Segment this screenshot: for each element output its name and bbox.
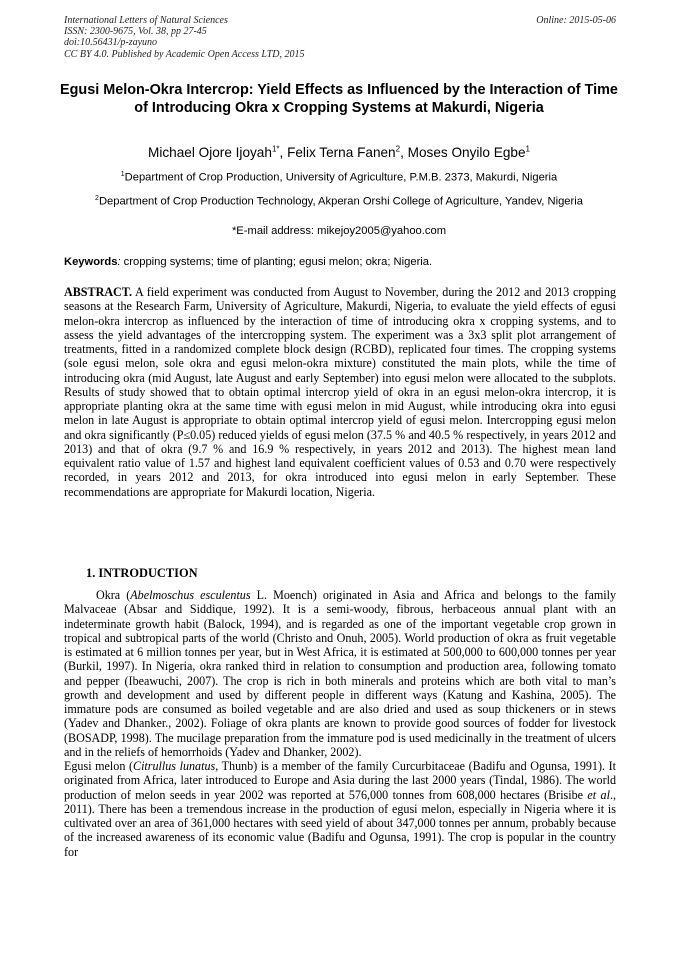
author: Felix Terna Fanen$^2$, bbox=[287, 144, 408, 160]
paragraph-egusi-melon: Egusi melon (Citrullus lunatus, Thunb) is a member of the family Curcurbitaceae (Badifu and Ogunsa, 1991). It originated from Africa, later introduced to Europe and Asia during the last 2000 years (Tindal, 1986). The world production of melon seeds in year 2002 was reported at 576,000 tonnes from 608,000 hectares (Brisibe et al., 2011). There has been a tremendous increase in the production of egusi melon, especially in Nigeria where it is cultivated over an area of 361,000 hectares with seed yield of about 347,000 tonnes per annum, probably because of the increased awareness of its economic value (Badifu and Ogunsa, 1991). The crop is popular in the country for bbox=[64, 759, 617, 859]
keywords-line: Keywords: cropping systems; time of planting; egusi melon; okra; Nigeria. bbox=[64, 256, 433, 268]
author: Moses Onyilo Egbe$^1$ bbox=[407, 144, 530, 160]
paper-title: Egusi Melon-Okra Intercrop: Yield Effects as Influenced by the Interaction of Time of Introducing Okra x Cropping Systems at Makurdi, Nigeria bbox=[60, 82, 618, 116]
license-line: CC BY 4.0. Published by Academic Open Access LTD, 2015 bbox=[64, 48, 305, 60]
issn-line: ISSN: 2300-9675, Vol. 38, pp 27-45 bbox=[64, 26, 207, 38]
journal-header bbox=[64, 15, 616, 60]
affiliation-1: $^1$Department of Crop Production, University of Agriculture, P.M.B. 2373, Makurdi, Nigeria bbox=[120, 171, 558, 184]
affiliation-2: $^2$Department of Crop Production Technology, Akperan Orshi College of Agriculture, Yandev, Nigeria bbox=[95, 195, 583, 208]
abstract-text: A field experiment was conducted from August to November, during the 2012 and 2013 cropping seasons at the Research Farm, University of Agriculture, Makurdi, Nigeria, to evaluate the yield effects of egusi melon-okra intercrop as influenced by the interaction of time of introducing okra x cropping systems, and to assess the yield advantages of the intercropping system. The experiment was a 3x3 split plot arrangement of treatments, fitted in a randomized complete block design (RCBD), replicated four times. The cropping systems (sole egusi melon, sole okra and egusi melon-okra mixture) constituted the main plots, while the time of introducing okra (mid August, late August and early September) into egusi melon were allocated to the subplots. Results of study showed that to obtain optimal intercrop yield of okra in an egusi melon-okra intercrop, it is appropriate planting okra at the same time with egusi melon in mid August, while introducing okra into egusi melon in late August is appropriate to obtain optimal intercrop yield of egusi melon. Intercropping egusi melon and okra significantly (P≤0.05) reduced yields of egusi melon (37.5 % and 40.5 % respectively, in years 2012 and 2013) and that of okra (9.7 % and 16.9 % respectively, in years 2012 and 2013). The highest mean land equivalent ratio value of 1.57 and highest land equivalent coefficient values of 0.53 and 0.70 were respectively recorded, in years 2012 and 2013, for okra introduced into egusi melon in early September. These recommendations are appropriate for Makurdi location, Nigeria. bbox=[64, 285, 616, 499]
abstract bbox=[64, 285, 616, 499]
paragraph-okra: Okra (Abelmoschus esculentus L. Moench) originated in Asia and Africa and belongs to the family Malvaceae (Absar and Siddique, 1992). It is a semi-woody, fibrous, herbaceous annual plant with an indeterminate growth habit (Balock, 1994), and is regarded as one of the important vegetable crop grown in tropical and subtropical parts of the world (Christo and Onuh, 2005). World production of okra as fruit vegetable is estimated at 6 million tonnes per year, but in West Africa, it is estimated at 500,000 to 600,000 tonnes per year (Burkil, 1997). In Nigeria, okra ranked third in relation to consumption and production area, following tomato and pepper (Ibeawuchi, 2007). The crop is rich in both minerals and proteins which are both vital to man’s growth and development and used by different people in different ways (Katung and Kashina, 2005). The immature pods are consumed as boiled vegetable and are also dried and used as soup thickeners or in stews (Yadev and Dhanker., 2002). Foliage of okra plants are known to provide good sources of fodder for livestock (BOSADP, 1998). The mucilage preparation from the immature pod is used medicinally in the treatment of ulcers and in the reliefs of hemorrhoids (Yadev and Dhanker, 2002). bbox=[64, 588, 616, 759]
author-list bbox=[60, 144, 618, 160]
author: Michael Ojore Ijoyah$^{1*}$, bbox=[148, 144, 288, 160]
abstract-label: ABSTRACT. bbox=[64, 285, 132, 299]
keywords-text: cropping systems; time of planting; egusi melon; okra; Nigeria. bbox=[120, 256, 433, 268]
introduction-body bbox=[64, 588, 616, 859]
keywords-label: Keywords bbox=[64, 256, 118, 268]
online-date: Online: 2015-05-06 bbox=[536, 15, 616, 26]
section-heading-introduction: 1. INTRODUCTION bbox=[86, 566, 198, 580]
email-address[interactable]: *E-mail address: mikejoy2005@yahoo.com bbox=[231, 225, 447, 237]
doi-line[interactable]: doi:10.56431/p-zayuno bbox=[64, 37, 158, 49]
journal-name: International Letters of Natural Sciences bbox=[64, 15, 228, 26]
